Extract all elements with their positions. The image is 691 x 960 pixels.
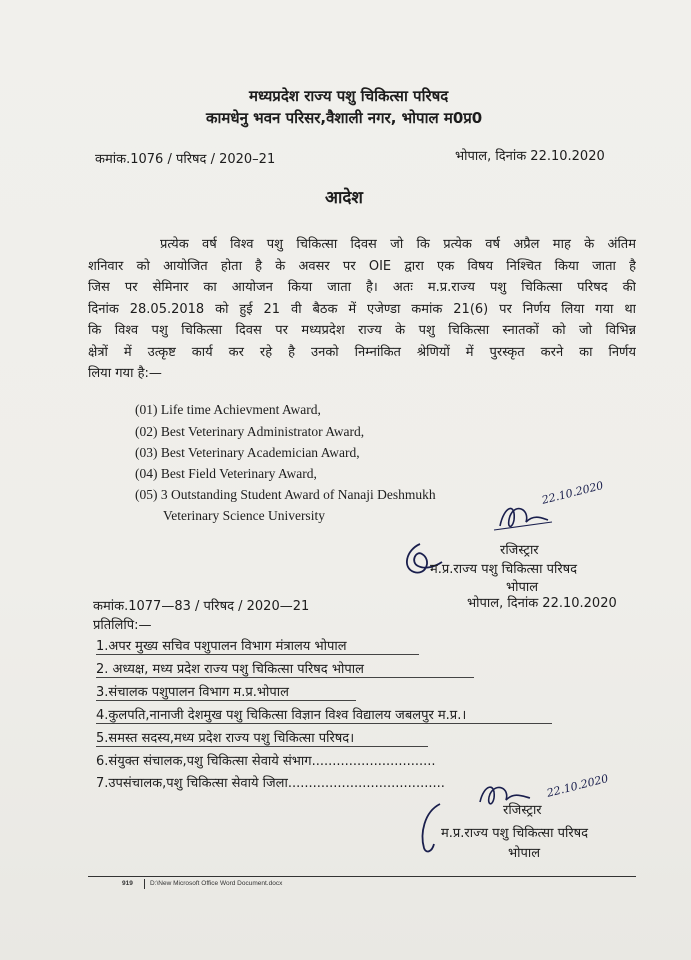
award-item: (03) Best Veterinary Academician Award,	[135, 445, 360, 460]
underline	[96, 677, 474, 678]
footer-rule	[88, 876, 636, 877]
footer-file-path: D:\New Microsoft Office Word Document.docx	[150, 880, 283, 887]
footer-divider	[144, 879, 145, 889]
copy-recipient: 5.समस्त सदस्य,मध्य प्रदेश राज्य पशु चिकित्सा परिषद।	[96, 731, 355, 746]
copy-recipient: 6.संयुक्त संचालक,पशु चिकित्सा सेवाये संभाग..............................	[96, 754, 436, 769]
order-body	[88, 234, 636, 385]
copy-recipient: 3.संचालक पशुपालन विभाग म.प्र.भोपाल	[96, 685, 289, 700]
body-line: क्षेत्रों में उत्कृष्ट कार्य कर रहे है उनको निम्नांकित श्रेणियों में पुरस्कृत करने का निर्णय	[88, 344, 636, 360]
award-item: Veterinary Science University	[163, 508, 325, 523]
handwritten-date-1: 22.10.2020	[540, 478, 605, 507]
registrar-city: भोपाल	[506, 580, 539, 595]
underline	[96, 700, 356, 701]
award-item: (02) Best Veterinary Administrator Award,	[135, 424, 365, 439]
copy-label: प्रतिलिपि:—	[93, 618, 152, 633]
order-date: भोपाल, दिनांक 22.10.2020	[455, 149, 605, 164]
copy-order-date: भोपाल, दिनांक 22.10.2020	[467, 596, 617, 611]
registrar-org-2: म.प्र.राज्य पशु चिकित्सा परिषद	[441, 826, 589, 841]
copy-recipient: 7.उपसंचालक,पशु चिकित्सा सेवाये जिला......................................	[96, 776, 445, 791]
copy-recipient: 4.कुलपति,नानाजी देशमुख पशु चिकित्सा विज्ञान विश्व विद्यालय जबलपुर म.प्र.।	[96, 708, 467, 723]
award-item: (04) Best Field Veterinary Award,	[135, 466, 317, 481]
registrar-org: म.प्र.राज्य पशु चिकित्सा परिषद	[430, 562, 578, 577]
copy-recipient: 1.अपर मुख्य सचिव पशुपालन विभाग मंत्रालय भोपाल	[96, 639, 347, 654]
copy-order-number: कमांक.1077—83 / परिषद / 2020—21	[93, 599, 310, 614]
org-name: मध्यप्रदेश राज्य पशु चिकित्सा परिषद	[249, 87, 449, 105]
footer-page-number: 919	[122, 880, 133, 887]
body-line: कि विश्व पशु चिकित्सा दिवस पर मध्यप्रदेश राज्य के पशु चिकित्सा स्नातकों को जो विभिन्न	[88, 323, 636, 338]
handwritten-date-2: 22.10.2020	[545, 771, 610, 800]
copy-recipient: 2. अध्यक्ष, मध्य प्रदेश राज्य पशु चिकित्सा परिषद भोपाल	[96, 662, 364, 677]
award-item: (01) Life time Achievment Award,	[135, 402, 321, 417]
org-address: कामधेनु भवन परिसर,वैशाली नगर, भोपाल म0प्र0	[206, 109, 483, 127]
body-line: प्रत्येक वर्ष विश्व पशु चिकित्सा दिवस जो कि प्रत्येक वर्ष अप्रैल माह के अंतिम	[160, 237, 636, 252]
body-line: जिस पर सेमिनार का आयोजन किया जाता है। अतः म.प्र.राज्य पशु चिकित्सा परिषद की	[88, 280, 636, 295]
order-title: आदेश	[325, 188, 363, 208]
registrar-title-2: रजिस्ट्रार	[503, 803, 542, 818]
registrar-title: रजिस्ट्रार	[500, 543, 539, 558]
body-line: लिया गया है:—	[88, 366, 162, 381]
body-line: दिनांक 28.05.2018 को हुई 21 वी बैठक में एजेण्डा कमांक 21(6) पर निर्णय लिया गया था	[88, 301, 636, 317]
underline	[96, 746, 428, 747]
underline	[96, 654, 419, 655]
body-line: शनिवार को आयोजित होता है के अवसर पर OIE द्वारा एक विषय निश्चित किया जाता है	[88, 258, 636, 274]
award-item: (05) 3 Outstanding Student Award of Nanaji Deshmukh	[135, 487, 436, 502]
order-number: कमांक.1076 / परिषद / 2020–21	[95, 152, 276, 167]
underline	[96, 723, 552, 724]
registrar-city-2: भोपाल	[508, 846, 541, 861]
